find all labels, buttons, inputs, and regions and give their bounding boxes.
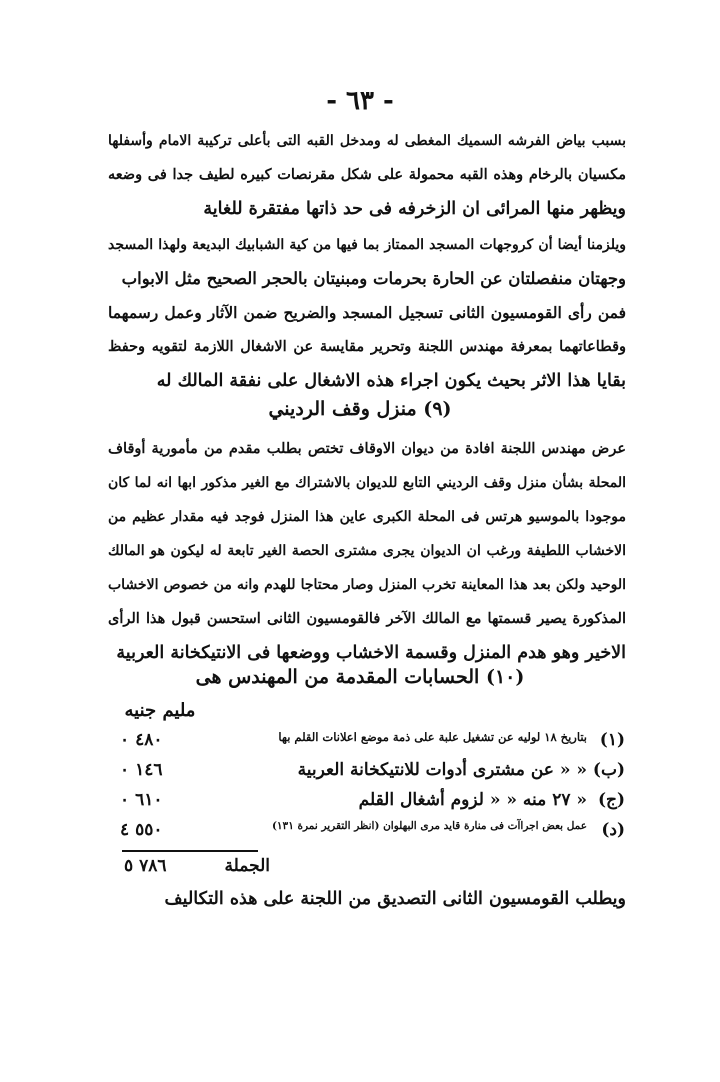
- section-10-heading: (١٠) الحسابات المقدمة من المهندس هى: [195, 666, 525, 688]
- text-line: الاخشاب اللطيفة ورغب ان الديوان يجرى مشترى الحصة الغير تابعة له ليكون هو المالك: [108, 543, 626, 559]
- text-line: مكسيان بالرخام وهذه القبه محمولة على شكل مقرنصات كبيره لطيف جدا فى وضعه: [108, 166, 626, 183]
- text-line: ويلزمنا أيضا أن كروجهات المسجد الممتاز بما فيها من كية الشبابيك البديعة ولهذا المسجد: [108, 237, 626, 253]
- sum-rule: [122, 850, 258, 852]
- text-line: عرض مهندس اللجنة افادة من ديوان الاوقاف تختص بطلب مقدم من مأمورية أوقاف: [108, 440, 626, 457]
- section-9-heading: (٩) منزل وقف الرديني: [268, 398, 452, 420]
- row-label: (ب): [592, 760, 625, 780]
- closing-paragraph: [108, 882, 626, 916]
- text-line: المذكورة يصير قسمتها مع المالك الآخر فالقومسيون الثانى استحسن قبول هذا الرأى: [108, 610, 626, 627]
- paragraph-2: [108, 228, 626, 296]
- row-amount: ٦١٠ ٠: [120, 790, 163, 810]
- account-row: [120, 820, 625, 850]
- units-header: مليم جنيه: [124, 700, 196, 721]
- text-line: بقايا هذا الاثر بحيث يكون اجراء هذه الاشغال على نفقة المالك له: [156, 371, 626, 391]
- text-line: ويطلب القومسيون الثانى التصديق من اللجنة على هذه التكاليف: [164, 889, 626, 909]
- row-description: « ٢٧ منه « « لزوم أشغال القلم: [358, 790, 587, 810]
- account-row: [120, 790, 625, 820]
- text-line: المحلة بشأن منزل وقف الرديني التابع للديوان بالاشتراك مع الغير مذكور ابها انه لما كان: [108, 475, 626, 491]
- row-label: (د): [601, 820, 625, 840]
- row-amount: ٤٨٠ ٠: [120, 730, 163, 750]
- row-description: « « عن مشترى أدوات للانتيكخانة العربية: [297, 760, 587, 780]
- text-line: وجهتان منفصلتان عن الحارة بحرمات ومبنيتان بالحجر الصحيح مثل الابواب: [121, 269, 626, 288]
- text-line: بسبب بياض الفرشه السميك المغطى له ومدخل القبه التى بأعلى تركيبة الامام وأسفلها: [108, 133, 626, 149]
- row-description: بتاريخ ١٨ لوليه عن تشغيل علبة على ذمة موضع اعلانات القلم بها: [278, 730, 587, 744]
- paragraph-1: [108, 124, 626, 226]
- text-line: ويظهر منها المرائى ان الزخرفه فى حد ذاتها مفتقرة للغاية: [203, 199, 626, 219]
- text-line: الوحيد ولكن بعد هذا المعاينة تخرب المنزل وصار محتاجا للهدم وانه من خصوص الاخشاب: [108, 577, 626, 593]
- row-label: (ج): [597, 790, 625, 810]
- account-row: [120, 730, 625, 760]
- row-label: (١): [599, 730, 625, 750]
- page-number: - ٦٣ -: [326, 86, 394, 116]
- text-line: فمن رأى القومسيون الثانى تسجيل المسجد والضريح ضمن الآثار وعمل رسمهما: [108, 303, 626, 322]
- paragraph-4: [108, 432, 626, 670]
- total-amount: ٧٨٦ ٥: [124, 856, 167, 876]
- total-label: الجملة: [224, 856, 270, 876]
- row-amount: ١٤٦ ٠: [120, 760, 163, 780]
- paragraph-3: [108, 296, 626, 398]
- text-line: وقطاعاتهما بمعرفة مهندس اللجنة وتحرير مقايسة عن الاشغال اللازمة لتقويه وحفظ: [108, 338, 626, 355]
- row-description: عمل بعض اجراآت فى منارة قايد مرى البهلوان (انظر التقرير نمرة ١٣١): [271, 820, 587, 832]
- row-amount: ٥٥٠ ٤: [120, 820, 163, 840]
- text-line: موجودا بالموسيو هرتس فى المحلة الكبرى عاين هذا المنزل فوجد فيه مقدار عظيم من: [108, 509, 626, 525]
- text-line: الاخير وهو هدم المنزل وقسمة الاخشاب ووضعها فى الانتيكخانة العربية: [116, 643, 626, 663]
- account-row: [120, 760, 625, 790]
